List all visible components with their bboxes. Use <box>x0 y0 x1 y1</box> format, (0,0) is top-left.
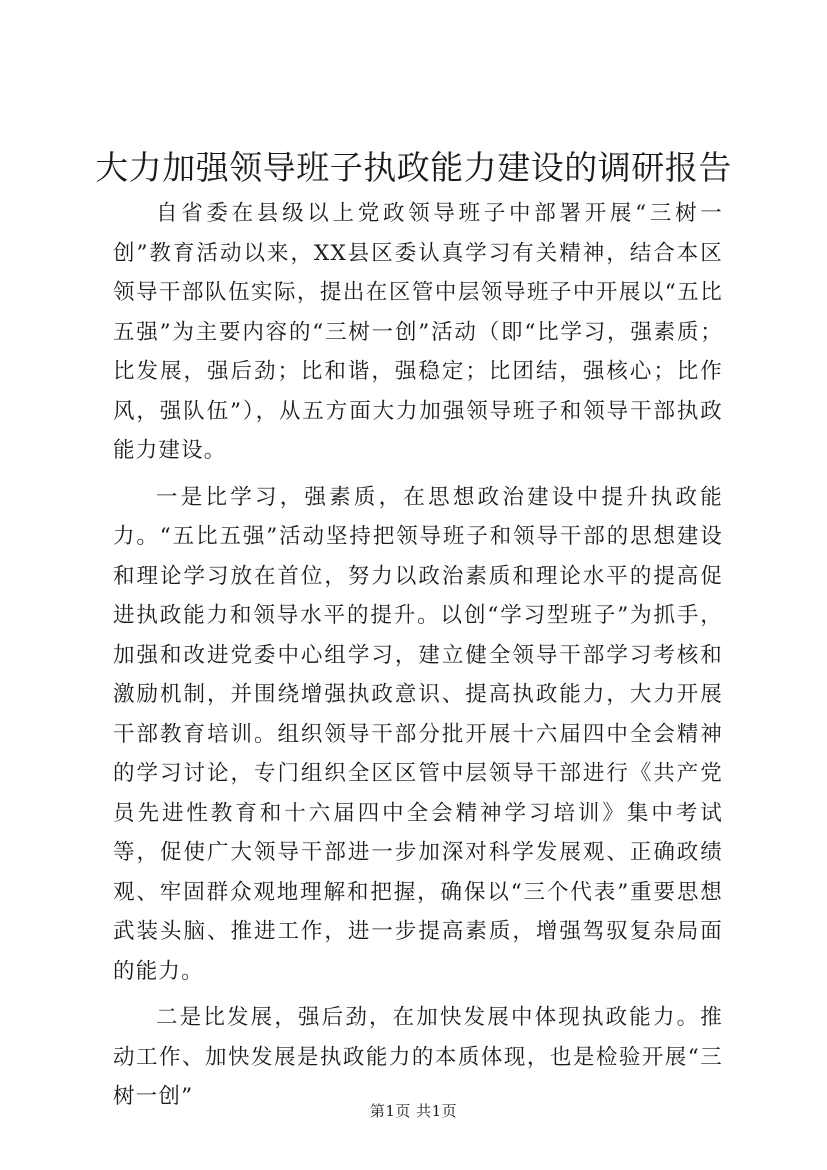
document-title: 大力加强领导班子执政能力建设的调研报告 <box>95 148 732 187</box>
paragraph-development: 二是比发展，强后劲，在加快发展中体现执政能力。推动工作、加快发展是执政能力的本质体现，也是检验开展“三树一创” <box>113 1005 723 1109</box>
paragraph-study: 一是比学习，强素质，在思想政治建设中提升执政能力。“五比五强”活动坚持把领导班子和领导干部的思想建设和理论学习放在首位，努力以政治素质和理论水平的提高促进执政能力和领导水平的提升。以创“学习型班子”为抓手，加强和改进党委中心组学习，建立健全领导干部学习考核和激励机制，并围绕增强执政意识、提高执政能力，大力开展干部教育培训。组织领导干部分批开展十六届四中全会精神的学习讨论，专门组织全区区管中层领导干部进行《共产党员先进性教育和十六届四中全会精神学习培训》集中考试等，促使广大领导干部进一步加深对科学发展观、正确政绩观、牢固群众观地理解和把握，确保以“三个代表”重要思想武装头脑、推进工作，进一步提高素质，增强驾驭复杂局面的能力。 <box>113 484 723 984</box>
document-body <box>113 194 723 1117</box>
paragraph-intro: 自省委在县级以上党政领导班子中部署开展“三树一创”教育活动以来，XX县区委认真学习有关精神，结合本区领导干部队伍实际，提出在区管中层领导班子中开展以“五比五强”为主要内容的“三树一创”活动（即“比学习，强素质；比发展，强后劲；比和谐，强稳定；比团结，强核心；比作风，强队伍”），从五方面大力加强领导班子和领导干部执政能力建设。 <box>113 201 723 463</box>
page-footer: 第1页 共1页 <box>369 1102 458 1120</box>
